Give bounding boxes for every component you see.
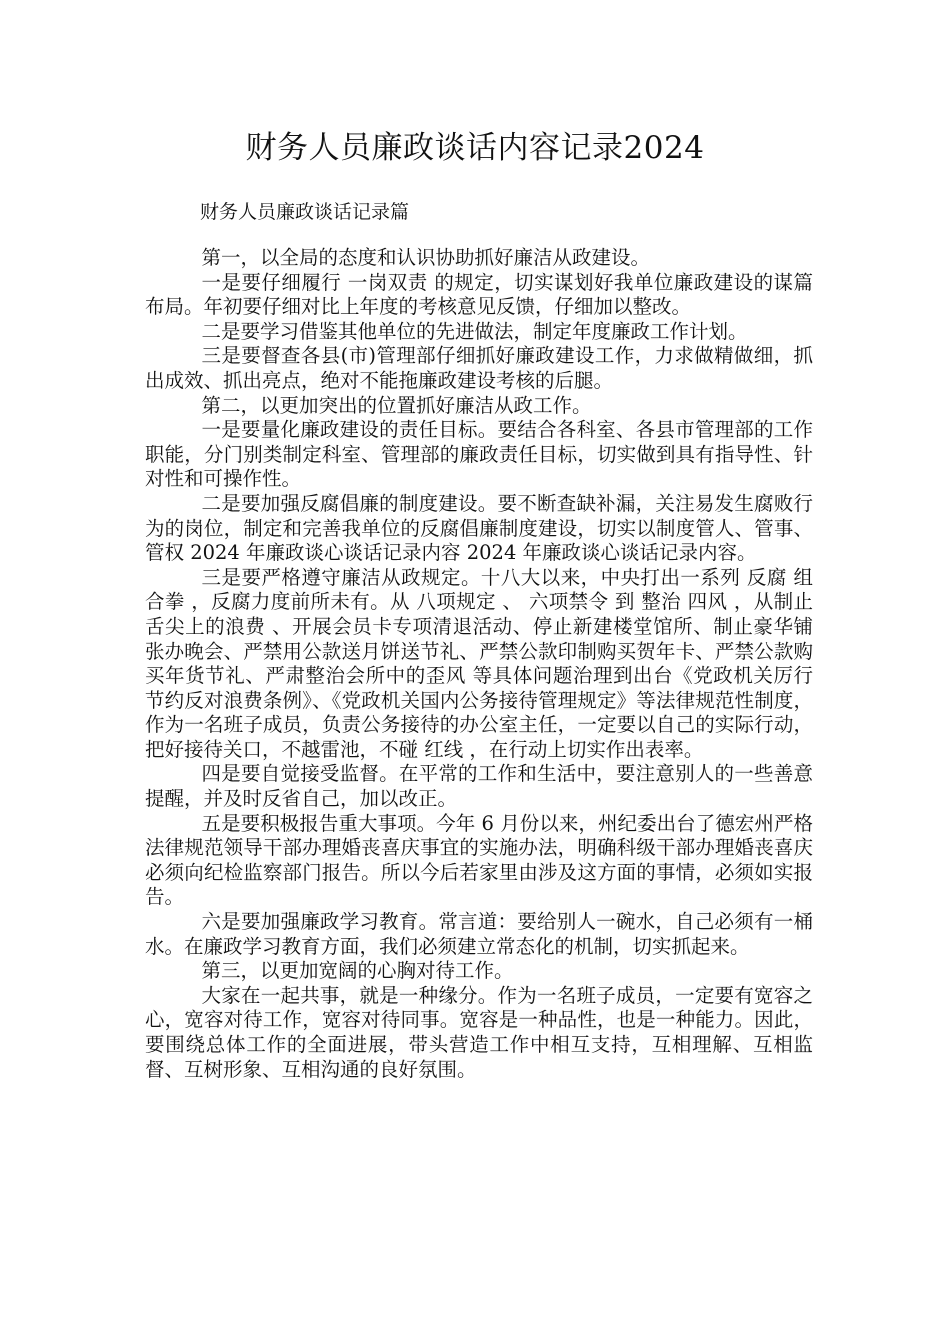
paragraph: 五是要积极报告重大事项。今年 6 月份以来，州纪委出台了德宏州严格法律规范领导干部办理婚丧喜庆事宜的实施办法，明确科级干部办理婚丧喜庆必须向纪检监察部门报告。所以今后若家里由涉及这方面的事情，必须如实报告。 — [145, 811, 813, 909]
document-subtitle: 财务人员廉政谈话记录篇 — [200, 201, 410, 223]
document-body — [145, 246, 813, 1082]
paragraph-section-one-heading: 第一，以全局的态度和认识协助抓好廉洁从政建设。 — [201, 246, 651, 269]
paragraph: 二是要加强反腐倡廉的制度建设。要不断查缺补漏，关注易发生腐败行为的岗位，制定和完善我单位的反腐倡廉制度建设，切实以制度管人、管事、管权 2024 年廉政谈心谈话记录内容 2024 年廉政谈心谈话记录内容。 — [145, 491, 813, 565]
paragraph: 大家在一起共事，就是一种缘分。作为一名班子成员，一定要有宽容之心，宽容对待工作，宽容对待同事。宽容是一种品性，也是一种能力。因此，要围绕总体工作的全面进展，带头营造工作中相互支持，互相理解、互相监督、互树形象、互相沟通的良好氛围。 — [145, 983, 813, 1081]
paragraph: 六是要加强廉政学习教育。常言道：要给别人一碗水，自己必须有一桶水。在廉政学习教育方面，我们必须建立常态化的机制，切实抓起来。 — [145, 910, 813, 958]
paragraph: 一是要量化廉政建设的责任目标。要结合各科室、各县市管理部的工作职能，分门别类制定科室、管理部的廉政责任目标，切实做到具有指导性、针对性和可操作性。 — [145, 418, 813, 491]
paragraph: 三是要督查各县(市)管理部仔细抓好廉政建设工作，力求做精做细，抓出成效、抓出亮点，绝对不能拖廉政建设考核的后腿。 — [145, 344, 813, 392]
paragraph: 三是要严格遵守廉洁从政规定。十八大以来，中央打出一系列 反腐 组合拳 ，反腐力度前所未有。从 八项规定 、 六项禁令 到 整治 四风 ，从制止 舌尖上的浪费 、开展会员卡专项清退活动、停止新建楼堂馆所、制止豪华铺张办晚会、严禁用公款送月饼送节礼、严禁公款印制购买贺年卡、严禁公款购买年货节礼、严肃整治会所中的歪风 等具体问题治理到出台《党政机关厉行节约反对浪费条例》、《党政机关国内公务接待管理规定》等法律规范性制度，作为一名班子成员，负责公务接待的办公室主任，一定要以自己的实际行动，把好接待关口，不越雷池，不碰 红线 ，在行动上切实作出表率。 — [145, 565, 813, 761]
paragraph: 四是要自觉接受监督。在平常的工作和生活中，要注意别人的一些善意提醒，并及时反省自己，加以改正。 — [145, 762, 813, 811]
paragraph-section-two-heading: 第二，以更加突出的位置抓好廉洁从政工作。 — [201, 393, 592, 417]
paragraph: 一是要仔细履行 一岗双责 的规定，切实谋划好我单位廉政建设的谋篇布局。年初要仔细对比上年度的考核意见反馈，仔细加以整改。 — [145, 270, 813, 319]
document-title: 财务人员廉政谈话内容记录2024 — [245, 130, 705, 166]
paragraph: 二是要学习借鉴其他单位的先进做法，制定年度廉政工作计划。 — [201, 319, 748, 343]
paragraph-section-three-heading: 第三，以更加宽阔的心胸对待工作。 — [201, 959, 514, 983]
